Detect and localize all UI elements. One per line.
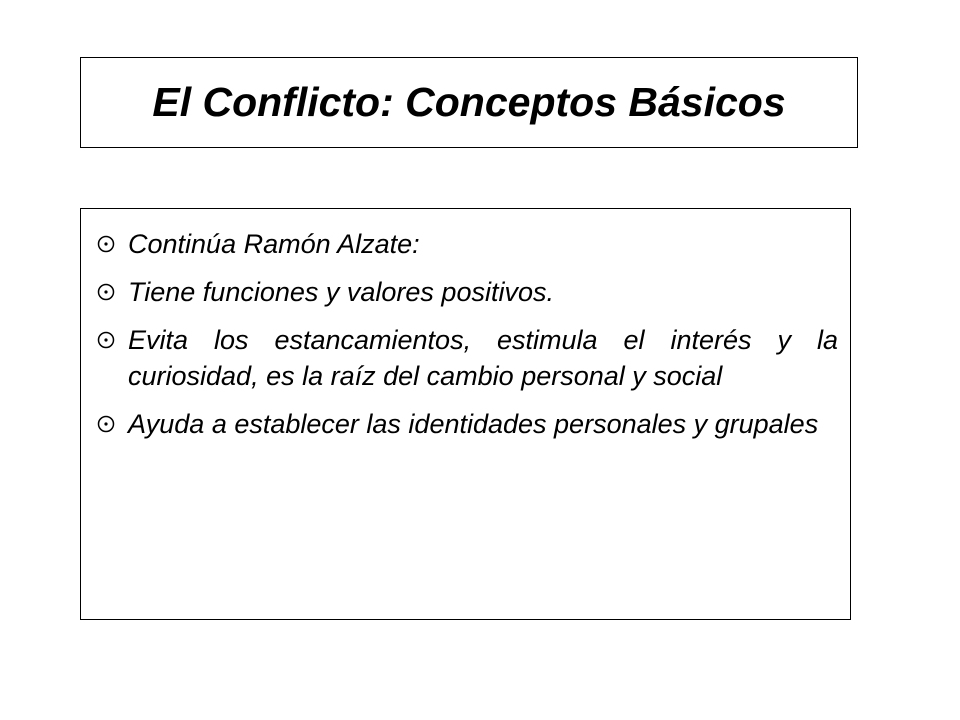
content-box — [80, 208, 851, 620]
bullet-text: Continúa Ramón Alzate: — [128, 229, 420, 259]
bullet-item — [81, 226, 850, 262]
title-box — [80, 57, 858, 148]
circle-dot-icon — [96, 234, 116, 254]
bullet-text: Tiene funciones y valores positivos. — [128, 277, 554, 307]
slide-title: El Conflicto: Conceptos Básicos — [152, 79, 786, 125]
bullet-text: Ayuda a establecer las identidades personales y grupales — [128, 409, 819, 439]
circle-dot-icon — [96, 414, 116, 434]
bullet-item — [81, 322, 850, 394]
bullet-list — [81, 226, 850, 454]
circle-dot-icon — [96, 330, 116, 350]
bullet-item — [81, 274, 850, 310]
bullet-text: Evita los estancamientos, estimula el interés y la curiosidad, es la raíz del cambio personal y social — [128, 325, 838, 391]
circle-dot-icon — [96, 282, 116, 302]
bullet-item — [81, 406, 850, 442]
